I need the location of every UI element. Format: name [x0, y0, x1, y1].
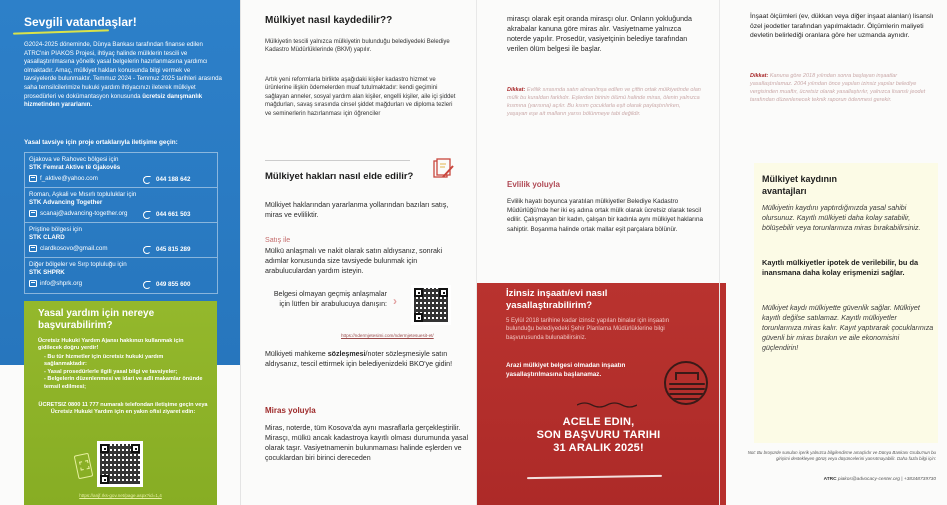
contact-phone[interactable]: 044 188 642: [156, 175, 191, 183]
illegal-text: 5 Eylül 2018 tarihine kadar izinsiz yapılan binalar için inşaatın bulunduğu belediyedeki Şehir Planlama Müdürlüklerine bilgi başvurusunda bulunabilirsiniz.: [506, 318, 670, 341]
disclaimer-note: Not: Bu broşürde sunulan içerik yalnızca bilgilendirme amaçlıdır ve Dünya Bankası Grubu'nun bu girişimi destekleyen görüş veya düşüncelerini yansıtmayabilir. Daha fazla bilgi için:: [747, 450, 936, 462]
phone-icon: [143, 175, 152, 183]
panel-registration: [240, 0, 476, 505]
section-divider: [265, 160, 410, 161]
contact-phone[interactable]: 044 661 503: [156, 210, 191, 218]
registration-para-1: Mülkiyetin tescili yalnızca mülkiyetin bulunduğu belediyedeki Belediye Kadastro Müdürlüklerinde (BKM) yapılır.: [265, 39, 450, 54]
contact-email[interactable]: info@shprk.org: [40, 280, 83, 287]
illegal-construction-box: [477, 283, 719, 505]
benefits-italic-2: Mülkiyet kaydı mülkiyette güvenlik sağlar. Mülkiyet kayıtlı değilse satılamaz. Kayıtlı mülkiyetler torunlarınıza miras kalır. Kayıt yaptırarak çocuklarınıza güvenli bir miras bırakın ve aile ekonomisini güçlendirin!: [762, 304, 934, 352]
contact-region: Diğer bölgeler ve Sırp topluluğu için: [29, 261, 127, 268]
email-icon: [29, 175, 37, 182]
marriage-text: Evlilik hayatı boyunca yaratılan mülkiyetler Belediye Kadastro Müdürlüğü'nde her iki eş adına ortak mülk olarak ücretsiz olarak tescil edilir. Çalışmayan bir kadın, çalışan bir kadınla aynı mülkiyet haklarına sahiptir. Boşanma halinde ortak mallar eşit parçalara bölünür.: [507, 198, 703, 233]
contact-email[interactable]: scanaj@advancing-together.org: [40, 210, 128, 217]
legal-aid-bullet: - Belgelerin düzenlenmesi ve idari ve adli makamlar önünde temsil edilmesi;: [44, 376, 204, 391]
mediator-qr-code[interactable]: [411, 285, 451, 325]
benefits-box: [754, 163, 938, 443]
contact-row: [25, 188, 217, 223]
registration-title: Mülkiyet nasıl kaydedilir??: [265, 15, 393, 26]
deadline-line: SON BAŞVURU TARIHI: [536, 429, 661, 441]
legal-aid-link[interactable]: https://anjf.rks-gov.net/page.aspx?id=1,4: [79, 493, 162, 498]
intro-body: G2024-2025 döneminde, Dünya Bankası tarafından finanse edilen ATRC'nin PIAKOS Projesi, ihtiyaç halinde mülklerin tescili ve yasallaştırılmasına yönelik yasal belgelerin hazırlanmasına yardımcı olmaktadır. Amaç, mülkiyet hakları konusunda bilgi vermek ve tavsiyelerde bulunmaktır. Temmuz 2024 - Temmuz 2025 tarihleri arasında saha temsilcilerimize hukuki yardım ihtiyacınızı ileterek mülkiyet prosedürleri ve dokümantasyon konusunda: [24, 41, 222, 100]
legal-aid-call-text: ÜCRETSIZ 0800 11 777 numaralı telefondan iletişime geçin veya Ücretsiz Hukuki Yardım için en yakın ofisi ziyaret edin:: [38, 402, 208, 416]
phone-icon: [143, 245, 152, 253]
illegal-title: İzinsiz inşaatı/evi nasıl yasallaştırabilirim?: [506, 288, 608, 311]
contacts-heading: Yasal tavsiye için proje ortaklarıyla iletişime geçin:: [24, 139, 178, 146]
panel-contacts: [0, 0, 240, 505]
legal-aid-list: [44, 354, 204, 391]
panel-benefits: [719, 0, 947, 505]
attention-note: [507, 86, 702, 118]
atrc-label: ATRC: [823, 477, 837, 482]
greeting-heading: Sevgili vatandaşlar!: [24, 15, 137, 29]
house-land-icon: [664, 361, 708, 405]
contact-region: Priştine bölgesi için: [29, 226, 82, 233]
chevron-right-icon: ›: [393, 294, 397, 308]
benefits-bold: Kayıtlı mülkiyetler ipotek de verilebilir, bu da inansmana daha kolay erişmenizi sağlar.: [762, 258, 919, 278]
mediator-link[interactable]: https://ndermjetesimi.com/ndermjetesuesit-et/: [341, 333, 434, 338]
contact-row: [25, 258, 217, 293]
legal-aid-intro: Ücretsiz Hukuki Yardım Ajansı hakkınızı kullanmak için gidilecek doğru yerdir!: [38, 338, 184, 352]
court-text-bold: sözleşmesi: [327, 350, 366, 358]
panel-inheritance-marriage: [476, 0, 719, 505]
contact-email[interactable]: clardkosovo@gmail.com: [40, 245, 108, 252]
wave-divider: [577, 401, 637, 409]
marriage-heading: Evlilik yoluyla: [507, 180, 560, 189]
attention-text: Evlilik sırasında satın alınan/inşa edilen ve çiftin ortak mülkiyetinde olan mülk bu kuraldan farklıdır. Eşlerden birinin ölümü halinde miras, ölenin yalnızca kısmına (yarısına) açılır. Bu kısım çocuklarla eşit olarak paylaştırılırken, yaşayan eşe ait malların yarısı bölünmeye tabi değildir.: [507, 87, 701, 117]
deadline-underline: [527, 475, 662, 479]
attention-label: Dikkat:: [507, 87, 526, 93]
court-text: [265, 349, 465, 369]
qr-code[interactable]: [97, 441, 143, 487]
attention-text: Kanuna göre 2018 yılından sonra başlayan inşaatlar yasallaştırılamaz. 2004 yılından önce yapılan izinsiz yapılar belediye vergisinden muaftır, ücretsiz olarak yasallaştırılır, yalnızca lisanslı jeodet tarafından düzenlenecek teknik raporun ödenmesi gerekir.: [750, 73, 926, 103]
inheritance-heading: Miras yoluyla: [265, 406, 316, 415]
legal-aid-bullet: - Bu tür hizmetler için ücretsiz hukuki yardım sağlanmaktadır:: [44, 354, 204, 369]
legal-aid-box: [24, 301, 217, 505]
mediator-text: Belgesi olmayan geçmiş anlaşmalar için lütfen bir arabulucuya danışın:: [273, 290, 387, 308]
inheritance-continued: mirasçı olarak eşit oranda mirasçı olur. Onların yokluğunda akrabalar kanuna göre miras alır. Vasiyetname yalnızca noterde yapılır. Prosedür, vasiyetçinin belediye tarafından verilen ölüm belgesi ile başlar.: [507, 15, 692, 53]
sale-heading: Satış ile: [265, 236, 291, 244]
sale-text: Mülkü anlaşmalı ve nakit olarak satın aldıysanız, sonraki adımlar konusunda size tavsiyede bulunmak için arabuluculardan yardım isteyin.: [265, 247, 443, 275]
measurement-text: İnşaat ölçümleri (ev, dükkan veya diğer inşaat alanları) lisanslı özel jeodetler tarafından yapılmaktadır. Ölçümlerin maliyeti devletin belirlediği oranlara göre her uzmanda aynıdır.: [750, 13, 934, 40]
contact-org: STK SHPRK: [29, 269, 65, 276]
deadline-line: ACELE EDIN,: [562, 416, 635, 428]
email-icon: [29, 210, 37, 217]
rights-intro: Mülkiyet haklarından yararlanma yollarından bazıları satış, miras ve evliliktir.: [265, 201, 449, 219]
benefits-italic-1: Mülkiyetin kaydını yaptırdığınızda yasal sahibi olursunuz. Kayıtlı mülkiyeti daha kolay satabilir, bölüşebilir veya torunlarınıza miras bırakabilirsiniz.: [762, 204, 921, 232]
deadline-callout: [477, 416, 719, 455]
inheritance-text: Miras, noterde, tüm Kosova'da aynı masraflarla gerçekleştirilir. Mirasçı, mülkü ancak kadastroya kayıtlı olması durumunda yasal olarak taşır. Vasiyetnamenin bulunmaması halinde eşlerden ve çocuklardan biri birinci dereceden: [265, 424, 469, 462]
contact-row: [25, 153, 217, 188]
illegal-bold-text: Arazi mülkiyet belgesi olmadan inşaatın yasallaştırılmasına başlanamaz.: [506, 362, 626, 378]
contact-phone[interactable]: 045 815 289: [156, 245, 191, 253]
registration-para-2: Artık yeni reformlarla birlikte aşağıdaki kişiler kadastro hizmet ve ürünlerine ilişkin ödemelerden muaf tutulmaktadır: kendi geçimini sağlayan anneler, sosyal yardım alan kişiler, engelli kişiler, aile içi şiddet mağdurları, savaş sırasında cinsel şiddet mağdurları ve diploma tezleri ve seminerlerin hazırlanması için öğrenciler: [265, 77, 456, 117]
intro-bold: ücretsiz danışmanlık hizmetinden yararlanın.: [24, 92, 203, 109]
atrc-contact: [740, 477, 936, 482]
email-icon: [29, 245, 37, 252]
atrc-contact-info[interactable]: piakos@advocacy-center.org | +38348739730: [836, 477, 936, 482]
phone-icon: [143, 280, 152, 288]
intro-text: [24, 41, 224, 110]
legal-aid-title: Yasal yardım için nereye başvurabilirim?: [38, 308, 155, 331]
phone-icon: [143, 210, 152, 218]
contact-region: Gjakova ve Rahovec bölgesi için: [29, 156, 119, 163]
contact-phone[interactable]: 049 855 600: [156, 280, 191, 288]
contact-row: [25, 223, 217, 258]
contact-org: STK Advancing Together: [29, 199, 103, 206]
rights-title: Mülkiyet hakları nasıl elde edilir?: [265, 171, 414, 182]
contacts-table: [24, 152, 218, 294]
contact-region: Roman, Aşkali ve Mısırlı topluluklar için: [29, 191, 137, 198]
contact-org: STK Femrat Aktive të Gjakovës: [29, 164, 121, 171]
document-edit-icon: [431, 157, 455, 181]
deadline-line: 31 ARALIK 2025!: [553, 442, 644, 454]
legal-aid-bullet: - Yasal prosedürlerle ilgili yasal bilgi ve tavsiyeler;: [44, 369, 204, 376]
email-icon: [29, 280, 37, 287]
heading-underline: [13, 29, 109, 34]
attention-note: [750, 72, 935, 104]
phone-scan-icon: [74, 453, 94, 480]
court-text-pre: Mülkiyeti mahkeme: [265, 350, 328, 358]
attention-label: Dikkat:: [750, 73, 769, 79]
red-edge: [720, 283, 726, 505]
contact-org: STK CLARD: [29, 234, 65, 241]
court-text-post: /noter sözleşmesiyle satın aldıysanız, tescil ettirmek için belediyenizdeki BKO'ye gidin!: [265, 350, 453, 368]
contact-email[interactable]: f_aktive@yahoo.com: [40, 175, 98, 182]
benefits-title: Mülkiyet kaydının avantajları: [762, 174, 838, 196]
